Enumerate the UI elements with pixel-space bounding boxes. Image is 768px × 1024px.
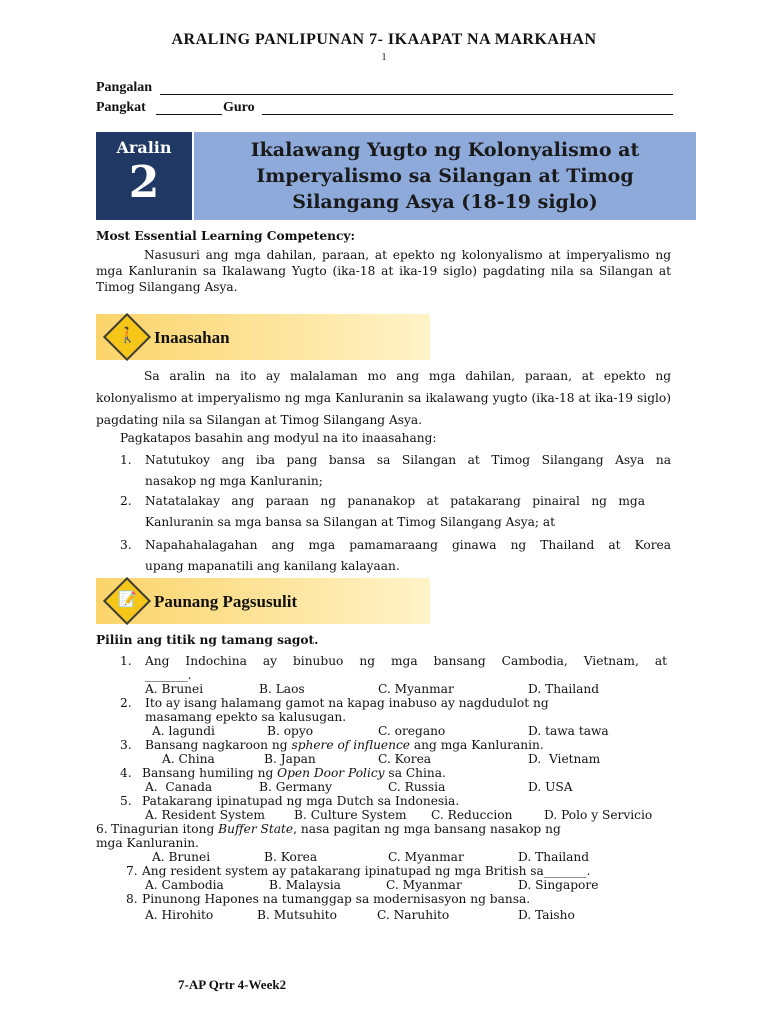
question-text: Pinunong Hapones na tumanggap sa modernisasyon ng bansa.: [142, 892, 531, 906]
document-title: ARALING PANLIPUNAN 7- IKAAPAT NA MARKAHAN: [171, 31, 597, 48]
lesson-title-box: [194, 132, 696, 220]
choice-a[interactable]: A. lagundi: [152, 724, 215, 738]
inaasahan-section-bar: [96, 314, 430, 360]
choice-c[interactable]: C. Reduccion: [431, 808, 513, 822]
choice-b[interactable]: B. opyo: [267, 724, 314, 738]
question-number: 6.: [96, 822, 108, 836]
choice-d[interactable]: D. Taisho: [518, 908, 575, 922]
question-number: 5.: [120, 794, 132, 808]
objective-text: Natutukoy ang iba pang bansa sa Silangan at Timog Silangang Asya na: [145, 453, 671, 467]
lesson-title-line: Imperyalismo sa Silangan at Timog: [256, 165, 634, 187]
pagsusulit-heading: Paunang Pagsusulit: [154, 592, 298, 611]
name-label: Pangalan: [96, 80, 153, 95]
choice-a[interactable]: A. Brunei: [152, 850, 211, 864]
pagsusulit-section-bar: [96, 578, 430, 624]
choice-b[interactable]: B. Korea: [264, 850, 318, 864]
teacher-label: Guro: [223, 100, 255, 115]
question-text: Ang Indochina ay binubuo ng mga bansang Cambodia, Vietnam, at: [145, 654, 667, 668]
question-number: 4.: [120, 766, 132, 780]
question-text: Bansang humiling ng Open Door Policy sa China.: [142, 766, 446, 780]
section-blank[interactable]: [156, 114, 222, 115]
choice-d[interactable]: D. tawa tawa: [528, 724, 609, 738]
choice-b[interactable]: B. Culture System: [294, 808, 407, 822]
choice-b[interactable]: B. Germany: [259, 780, 333, 794]
footer-label: 7-AP Qrtr 4-Week2: [178, 977, 287, 992]
choice-c[interactable]: C. Naruhito: [377, 908, 450, 922]
question-number: 8.: [126, 892, 138, 906]
question-text: Bansang nagkaroon ng sphere of influence ang mga Kanluranin.: [145, 738, 544, 752]
question-text: Patakarang ipinatupad ng mga Dutch sa Indonesia.: [142, 794, 460, 808]
choice-c[interactable]: C. Korea: [378, 752, 432, 766]
choice-b[interactable]: B. Laos: [259, 682, 305, 696]
objective-number: 1.: [120, 453, 132, 467]
inaasahan-heading: Inaasahan: [154, 328, 230, 347]
choice-d[interactable]: D. Vietnam: [528, 752, 601, 766]
choice-d[interactable]: D. Singapore: [518, 878, 599, 892]
choice-c[interactable]: C. Myanmar: [386, 878, 462, 892]
name-blank[interactable]: [160, 94, 673, 95]
choice-c[interactable]: C. Myanmar: [378, 682, 454, 696]
choice-d[interactable]: D. Thailand: [518, 850, 590, 864]
objective-text: Napahahalagahan ang mga pamamaraang ginawa ng Thailand at Korea: [145, 538, 671, 552]
question-number: 3.: [120, 738, 132, 752]
teacher-blank[interactable]: [262, 114, 673, 115]
question-number: 2.: [120, 696, 132, 710]
objective-text: Kanluranin sa mga bansa sa Silangan at Timog Silangang Asya; at: [145, 515, 556, 529]
question-number: 7.: [126, 864, 138, 878]
question-text: mga Kanluranin.: [96, 836, 200, 850]
objective-number: 2.: [120, 494, 132, 508]
inaasahan-lead: Pagkatapos basahin ang modyul na ito inaasahang:: [120, 431, 437, 445]
objective-text: upang mapanatili ang kanilang kalayaan.: [145, 559, 400, 573]
question-text: Tinagurian itong Buffer State, nasa pagitan ng mga bansang nasakop ng: [111, 822, 561, 836]
lesson-title-line: Ikalawang Yugto ng Kolonyalismo at: [250, 139, 640, 161]
choice-d[interactable]: D. Polo y Servicio: [544, 808, 653, 822]
choice-a[interactable]: A. Resident System: [145, 808, 265, 822]
lesson-number-box: [96, 132, 192, 220]
choice-a[interactable]: A. Brunei: [145, 682, 204, 696]
question-text: Ang resident system ay patakarang ipinatupad ng mga British sa_______.: [142, 864, 591, 878]
choice-a[interactable]: A. Hirohito: [145, 908, 214, 922]
quiz-instruction: Piliin ang titik ng tamang sagot.: [96, 633, 319, 647]
objective-number: 3.: [120, 538, 132, 552]
choice-c[interactable]: C. oregano: [378, 724, 446, 738]
choice-a[interactable]: A. China: [162, 752, 215, 766]
choice-c[interactable]: C. Myanmar: [388, 850, 464, 864]
question-text: _______.: [145, 668, 192, 682]
choice-b[interactable]: B. Japan: [264, 752, 316, 766]
lesson-number: 2: [128, 157, 160, 208]
choice-d[interactable]: D. USA: [528, 780, 573, 794]
question-text: Ito ay isang halamang gamot na kapag inabuso ay nagdudulot ng: [145, 696, 549, 710]
section-label: Pangkat: [96, 100, 146, 115]
choice-d[interactable]: D. Thailand: [528, 682, 600, 696]
objective-text: Natatalakay ang paraan ng pananakop at patakarang pinairal ng mga: [145, 494, 645, 508]
choice-b[interactable]: B. Mutsuhito: [257, 908, 338, 922]
objective-text: nasakop ng mga Kanluranin;: [145, 474, 323, 488]
lesson-title-line: Silangang Asya (18-19 siglo): [292, 191, 598, 213]
inaasahan-intro: Sa aralin na ito ay malalaman mo ang mga dahilan, paraan, at epekto ng kolonyalismo at imperyalismo ng mga Kanluranin sa ikalawang yugto (ika-18 at ika-19 siglo) pagdating nila sa Silangan at Timog Silangang Asya.: [96, 369, 671, 427]
melc-text: Nasusuri ang mga dahilan, paraan, at epekto ng kolonyalismo at imperyalismo ng mga Kanluranin sa Ikalawang Yugto (ika-18 at ika-19 siglo) pagdating nila sa Silangan at Timog Silangang Asya.: [96, 248, 671, 294]
choice-a[interactable]: A. Cambodia: [145, 878, 224, 892]
lesson-label: Aralin: [116, 138, 172, 157]
question-number: 1.: [120, 654, 132, 668]
choice-c[interactable]: C. Russia: [388, 780, 446, 794]
page-number: 1: [381, 52, 387, 63]
melc-heading: Most Essential Learning Competency:: [96, 229, 356, 243]
walking-person-icon: 🚶: [118, 326, 137, 344]
quiz-person-icon: 📝: [118, 590, 137, 608]
choice-a[interactable]: A. Canada: [145, 780, 213, 794]
question-text: masamang epekto sa kalusugan.: [145, 710, 347, 724]
choice-b[interactable]: B. Malaysia: [269, 878, 341, 892]
